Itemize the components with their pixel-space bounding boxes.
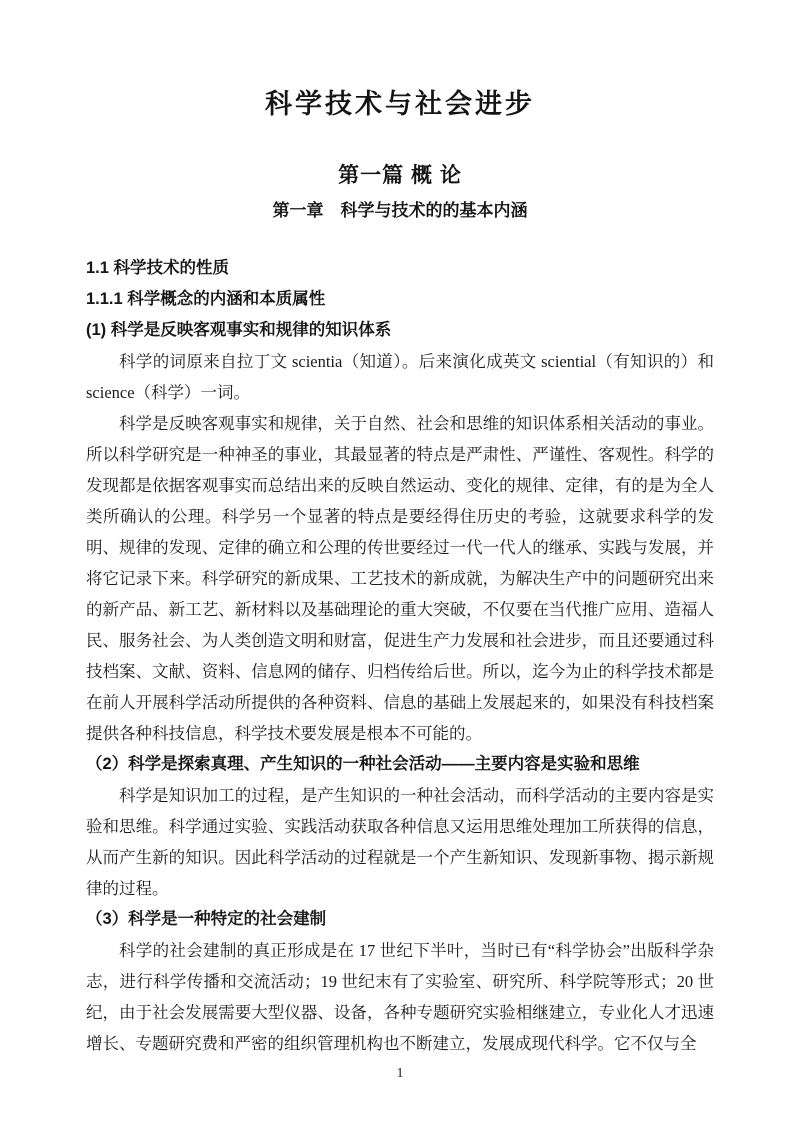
subsection-heading-2: （2）科学是探索真理、产生知识的一种社会活动——主要内容是实验和思维 [86, 755, 640, 773]
paragraph-etymology: 科学的词原来自拉丁文 scientia（知道）。后来演化成英文 sciential（有知识的）和 science（科学）一词。 [86, 352, 714, 402]
subsection-heading-3: （3）科学是一种特定的社会建制 [86, 910, 327, 928]
body-text [86, 253, 714, 1059]
section-heading-1-1: 1.1 科学技术的性质 [86, 259, 230, 277]
document-content [86, 84, 714, 1059]
paragraph-knowledge-system: 科学是反映客观事实和规律，关于自然、社会和思维的知识体系相关活动的事业。所以科学研究是一种神圣的事业，其最显著的特点是严肃性、严谨性、客观性。科学的发现都是依据客观事实而总结出来的反映自然运动、变化的规律、定律，有的是为全人类所确认的公理。科学另一个显著的特点是要经得住历史的考验，这就要求科学的发明、规律的发现、定律的确立和公理的传世要经过一代一代人的继承、实践与发展，并将它记录下来。科学研究的新成果、工艺技术的新成就，为解决生产中的问题研究出来的新产品、新工艺、新材料以及基础理论的重大突破，不仅要在当代推广应用、造福人民、服务社会、为人类创造文明和财富，促进生产力发展和社会进步，而且还要通过科技档案、文献、资料、信息网的储存、归档传给后世。所以，迄今为止的科学技术都是在前人开展科学活动所提供的各种资料、信息的基础上发展起来的，如果没有科技档案提供各种科技信息，科学技术要发展是根本不可能的。 [86, 414, 714, 743]
document-title: 科学技术与社会进步 [265, 89, 535, 119]
paragraph-social-activity: 科学是知识加工的过程，是产生知识的一种社会活动，而科学活动的主要内容是实验和思维。科学通过实验、实践活动获取各种信息又运用思维处理加工所获得的信息，从而产生新的知识。因此科学活动的过程就是一个产生新知识、发现新事物、揭示新规律的过程。 [86, 786, 714, 898]
subsection-heading-1: (1) 科学是反映客观事实和规律的知识体系 [86, 321, 392, 339]
page-number: 1 [396, 1066, 404, 1081]
paragraph-social-institution: 科学的社会建制的真正形成是在 17 世纪下半叶，当时已有“科学协会”出版科学杂志，进行科学传播和交流活动；19 世纪末有了实验室、研究所、科学院等形式；20 世纪，由于社会发展需要大型仪器、设备，各种专题研究实验相继建立，专业化人才迅速增长、专题研究费和严密的组织管理机构也不断建立，发展成现代科学。它不仅与全 [86, 941, 715, 1053]
chapter-heading: 第一章 科学与技术的的基本内涵 [272, 201, 528, 220]
section-heading-1-1-1: 1.1.1 科学概念的内涵和本质属性 [86, 290, 326, 308]
part-heading: 第一篇 概 论 [338, 164, 462, 187]
